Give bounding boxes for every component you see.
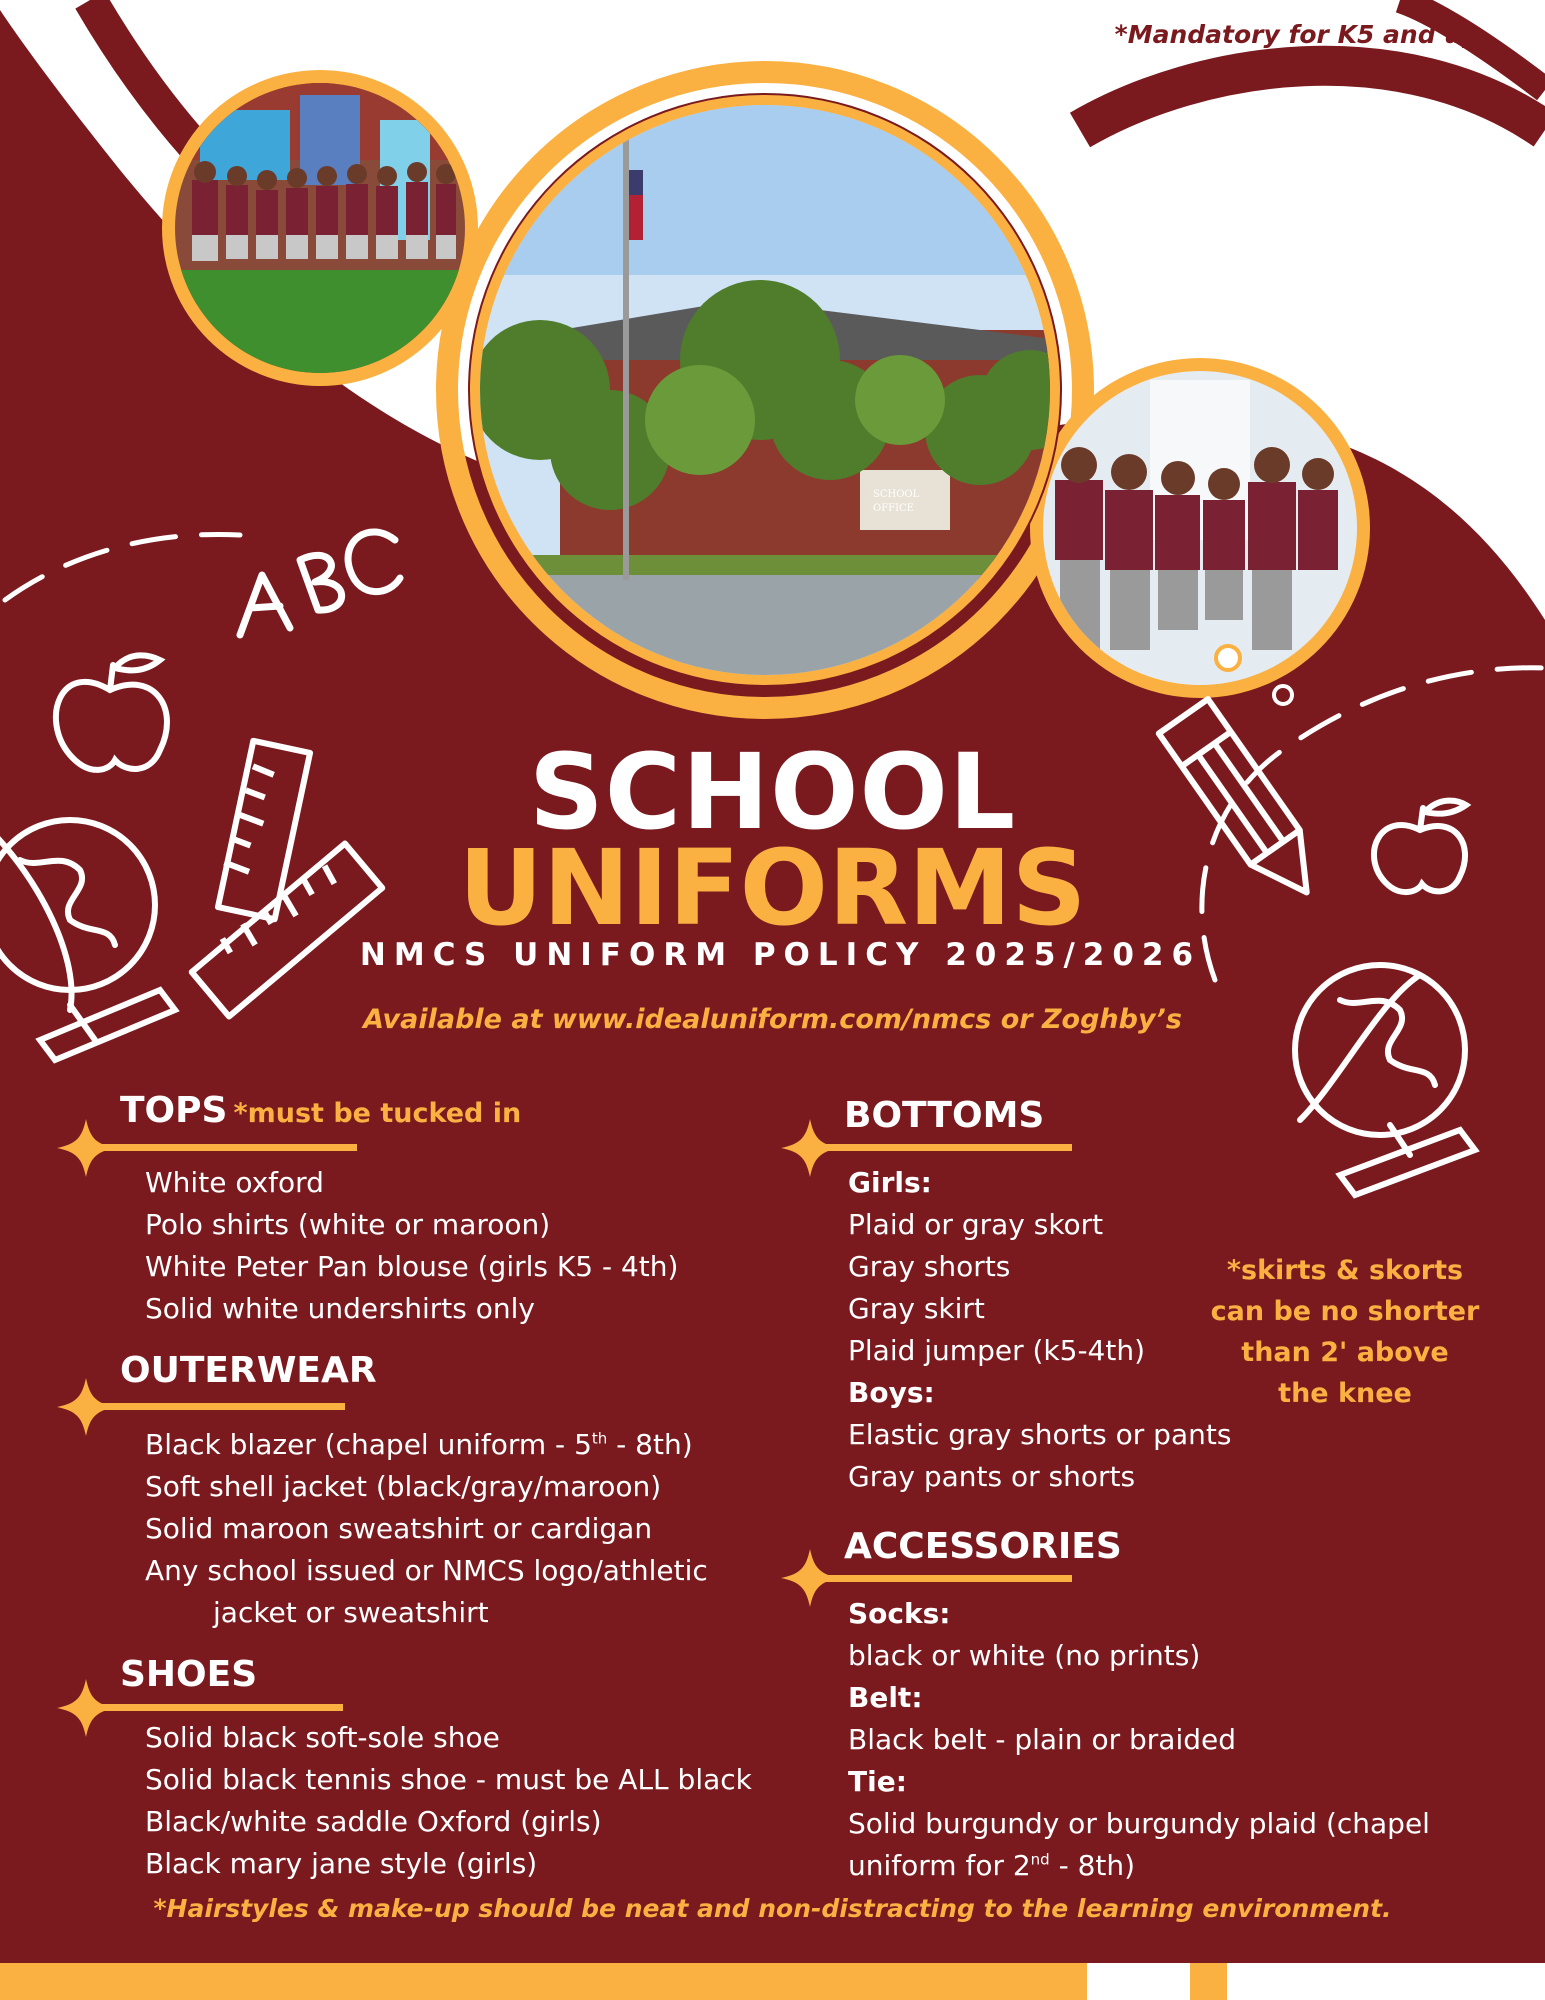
bottoms-heading: BOTTOMS: [844, 1095, 1045, 1136]
list-item: Gray shorts: [848, 1250, 1011, 1283]
list-item: Black blazer (chapel uniform - 5th - 8th): [145, 1428, 693, 1461]
girls-label: Girls:: [848, 1166, 932, 1199]
shoes-list: [145, 1717, 752, 1885]
boys-label: Boys:: [848, 1376, 935, 1409]
list-item: White oxford: [145, 1166, 324, 1199]
bottoms-list: [848, 1162, 1231, 1498]
students-playground-photo: [175, 83, 465, 373]
mandatory-note: *Mandatory for K5 and up: [1114, 20, 1480, 49]
accessories-heading: ACCESSORIES: [844, 1526, 1122, 1567]
school-office-sign: SCHOOL OFFICE: [873, 489, 920, 514]
tops-list: [145, 1162, 678, 1330]
list-item: Plaid or gray skort: [848, 1208, 1104, 1241]
list-item: Solid black tennis shoe - must be ALL black: [145, 1763, 752, 1796]
list-item: Black/white saddle Oxford (girls): [145, 1805, 602, 1838]
list-item: Solid white undershirts only: [145, 1292, 535, 1325]
title-school: SCHOOL: [528, 731, 1017, 853]
list-item: Any school issued or NMCS logo/athletic: [145, 1554, 708, 1587]
availability-note: Available at www.idealuniform.com/nmcs or Zoghby’s: [363, 1004, 1182, 1035]
list-item: Solid burgundy or burgundy plaid (chapel: [848, 1807, 1430, 1840]
list-item: Soft shell jacket (black/gray/maroon): [145, 1470, 662, 1503]
title-uniforms: UNIFORMS: [458, 827, 1087, 949]
outerwear-list: [145, 1424, 708, 1634]
students-hallway-photo: [1043, 371, 1357, 685]
list-item: Gray skirt: [848, 1292, 985, 1325]
policy-subtitle: NMCS UNIFORM POLICY 2025/2026: [359, 937, 1202, 973]
list-item: White Peter Pan blouse (girls K5 - 4th): [145, 1250, 679, 1283]
list-item: Plaid jumper (k5-4th): [848, 1334, 1146, 1367]
list-item: Black mary jane style (girls): [145, 1847, 538, 1880]
list-item: Gray pants or shorts: [848, 1460, 1136, 1493]
belt-label: Belt:: [848, 1681, 923, 1714]
list-item: Solid maroon sweatshirt or cardigan: [145, 1512, 653, 1545]
list-item-continued: jacket or sweatshirt: [213, 1596, 489, 1629]
list-item: black or white (no prints): [848, 1639, 1201, 1672]
list-item: Black belt - plain or braided: [848, 1723, 1236, 1756]
list-item: Polo shirts (white or maroon): [145, 1208, 551, 1241]
list-item-continued: uniform for 2nd - 8th): [848, 1849, 1136, 1882]
tie-label: Tie:: [848, 1765, 907, 1798]
hairstyle-footer-note: *Hairstyles & make-up should be neat and non-distracting to the learning environment.: [153, 1894, 1392, 1923]
tops-heading: TOPS *must be tucked in: [120, 1090, 522, 1131]
list-item: Solid black soft-sole shoe: [145, 1721, 500, 1754]
school-building-photo: [480, 105, 1050, 675]
list-item: Elastic gray shorts or pants: [848, 1418, 1232, 1451]
socks-label: Socks:: [848, 1597, 951, 1630]
skirt-length-note: *skirts & skorts can be no shorter than 2' above the knee: [1210, 1255, 1480, 1409]
outerwear-heading: OUTERWEAR: [120, 1350, 377, 1391]
accessories-list: [848, 1593, 1430, 1887]
shoes-heading: SHOES: [120, 1654, 258, 1695]
tops-tucked-note: *must be tucked in: [233, 1098, 522, 1129]
